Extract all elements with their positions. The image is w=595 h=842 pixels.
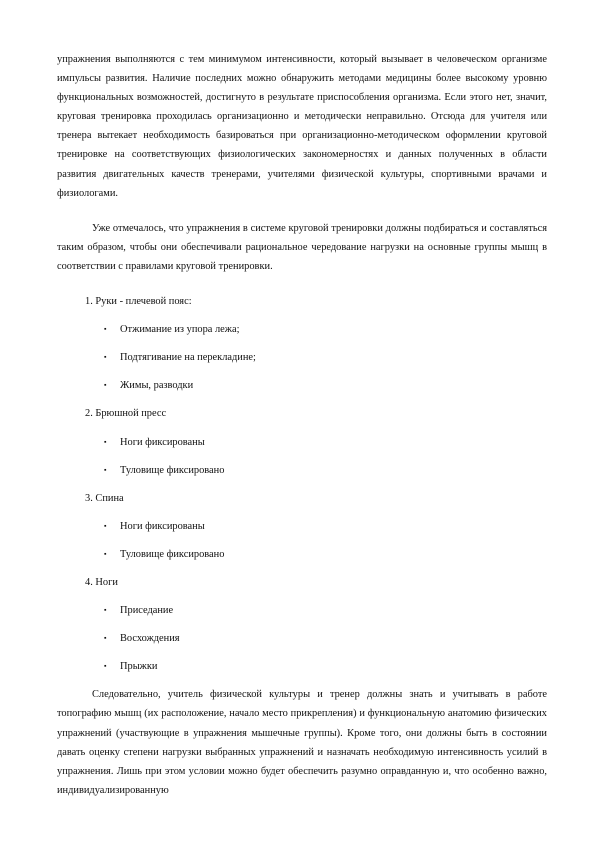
exercise-list — [57, 517, 547, 564]
list-item-text: Ноги фиксированы — [120, 436, 205, 448]
muscle-group — [57, 573, 547, 676]
group-title: 1. Руки - плечевой пояс: — [85, 296, 192, 308]
group-title: 3. Спина — [85, 492, 124, 504]
bullet-icon: ▪ — [104, 325, 107, 334]
list-item-text: Туловище фиксировано — [120, 548, 225, 560]
list-item — [57, 629, 547, 648]
list-item — [57, 657, 547, 676]
group-title: 4. Ноги — [85, 576, 118, 588]
exercise-list — [57, 320, 547, 395]
document-page — [57, 50, 547, 800]
muscle-group — [57, 489, 547, 564]
intro-paragraph: упражнения выполняются с тем минимумом интенсивности, который вызывает в человеческом организме импульсы развития. Наличие последних можно обнаружить методами медицины более высокому уровню функциональных возможностей, достигнуто в результате приспособления организма. Если этого нет, значит, круговая тренировка проходилась организационно и методически неправильно. Отсюда для учителя или тренера вытекает необходимость базироваться при организационно-методическом оформлении круговой тренировке на соответствующих физиологических закономерностях и данных полученных в области развития двигательных качеств тренерами, учителями физической культуры, спортивными врачами и физиологами. — [57, 54, 547, 199]
list-item-text: Прыжки — [120, 661, 158, 673]
bullet-icon: ▪ — [104, 662, 107, 671]
list-item — [57, 517, 547, 536]
second-paragraph: Уже отмечалось, что упражнения в системе круговой тренировки должны подбираться и составляться таким образом, чтобы они обеспечивали рациональное чередование нагрузки на основные группы мышц в соответствии с правилами круговой тренировки. — [57, 222, 547, 272]
list-item-text: Восхождения — [120, 633, 180, 645]
exercise-list — [57, 433, 547, 480]
bullet-icon: ▪ — [104, 549, 107, 558]
list-item-text: Подтягивание на перекладине; — [120, 352, 256, 364]
list-item-text: Приседание — [120, 605, 174, 617]
list-item-text: Жимы, разводки — [120, 380, 194, 392]
muscle-groups-list — [57, 292, 547, 676]
list-item — [57, 545, 547, 564]
muscle-group — [57, 404, 547, 479]
list-item — [57, 601, 547, 620]
list-item — [57, 348, 547, 367]
bullet-icon: ▪ — [104, 465, 107, 474]
bullet-icon: ▪ — [104, 521, 107, 530]
list-item-text: Отжимание из упора лежа; — [120, 324, 240, 336]
list-item-text: Ноги фиксированы — [120, 520, 205, 532]
bullet-icon: ▪ — [104, 437, 107, 446]
paragraph-gap — [57, 276, 547, 292]
list-item-text: Туловище фиксировано — [120, 464, 225, 476]
list-item — [57, 320, 547, 339]
paragraph-gap — [57, 203, 547, 219]
group-title: 2. Брюшной пресс — [85, 408, 167, 420]
bullet-icon: ▪ — [104, 353, 107, 362]
exercise-list — [57, 601, 547, 676]
bullet-icon: ▪ — [104, 634, 107, 643]
bullet-icon: ▪ — [104, 381, 107, 390]
muscle-group — [57, 292, 547, 395]
list-item — [57, 376, 547, 395]
final-paragraph: Следовательно, учитель физической культуры и тренер должны знать и учитывать в работе топографию мышц (их расположение, начало место прикрепления) и функциональную анатомию физических упражнений (участвующие в упражнения мышечные группы). Кроме того, они должны быть в состоянии давать оценку степени нагрузки выбранных упражнений и назначать необходимую интенсивность усилий в упражнения. Лишь при этом условии можно будет обеспечить разумно оправданную и, что особенно важно, индивидуализированную — [57, 689, 547, 796]
bullet-icon: ▪ — [104, 606, 107, 615]
list-item — [57, 433, 547, 452]
list-item — [57, 461, 547, 480]
